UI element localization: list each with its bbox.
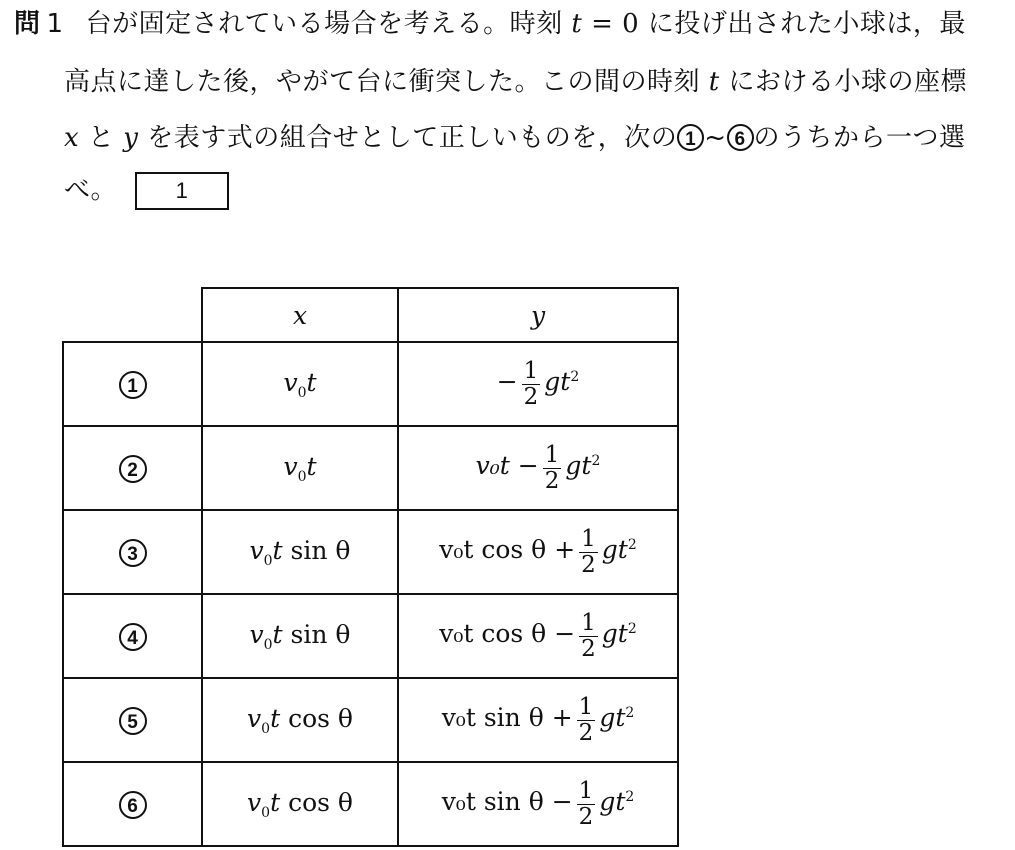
formula-op: − [554, 619, 576, 649]
formula-exponent: 2 [625, 705, 635, 722]
choice-cell [63, 426, 202, 510]
question-line-2 [64, 62, 967, 102]
fraction-numerator: 1 [581, 610, 596, 637]
formula-v: v [249, 619, 264, 649]
formula-sub: 0 [297, 468, 307, 485]
equation-t0: = 0 [591, 9, 640, 39]
formula-exponent: 2 [625, 789, 635, 806]
choice-cell [63, 762, 202, 846]
question-line-1 [14, 4, 966, 44]
formula-trig: sin θ [290, 535, 351, 565]
question-text-2a: 高点に達した後，やがて台に衝突した。この間の時刻 [64, 67, 701, 97]
formula-t: t [306, 451, 317, 481]
formula-sub: 0 [261, 804, 271, 821]
question-text-1a: 台が固定されている場合を考える。時刻 [85, 9, 563, 39]
formula-prefix: v₀t sin θ [441, 787, 544, 817]
fraction [522, 359, 541, 408]
fraction-denominator: 2 [523, 383, 539, 410]
formula-t: t [272, 535, 283, 565]
circled-number-icon: 6 [119, 791, 147, 819]
table-row [63, 342, 678, 426]
header-blank [63, 288, 202, 342]
formula-op: − [517, 451, 539, 481]
question-text-and: と [87, 123, 115, 153]
fraction [577, 779, 596, 828]
formula-t: t [270, 703, 281, 733]
y-cell [398, 510, 678, 594]
var-x: x [64, 123, 80, 153]
choice-cell [63, 594, 202, 678]
tilde: ~ [704, 123, 727, 153]
fraction [579, 611, 598, 660]
circled-number-icon: 6 [727, 124, 754, 151]
formula-prefix: v₀t [475, 451, 510, 481]
formula-exponent: 2 [570, 369, 580, 386]
formula-exponent: 2 [591, 453, 601, 470]
table-header-row [63, 288, 678, 342]
formula-exponent: 2 [627, 621, 637, 638]
y-cell [398, 762, 678, 846]
formula-sub: 0 [261, 720, 271, 737]
fraction-numerator: 1 [523, 358, 539, 385]
fraction-numerator: 1 [578, 778, 594, 805]
header-x: x [202, 288, 398, 342]
fraction-denominator: 2 [544, 467, 560, 494]
formula-trig: sin θ [290, 619, 351, 649]
formula-v: v [283, 451, 298, 481]
x-cell [202, 594, 398, 678]
formula-v: v [249, 535, 264, 565]
y-cell [398, 594, 678, 678]
formula-trig: cos θ [288, 787, 353, 817]
table-row [63, 594, 678, 678]
fraction-numerator: 1 [581, 526, 596, 553]
question-label: 問 [14, 9, 41, 39]
formula-v: v [283, 367, 298, 397]
var-y: y [123, 123, 139, 153]
fraction-numerator: 1 [544, 442, 560, 469]
y-cell [398, 426, 678, 510]
formula-gt: gt [544, 367, 571, 397]
fraction [579, 527, 598, 576]
question-line-4 [64, 170, 229, 210]
fraction [543, 443, 562, 492]
question-text-3a: を表す式の組合せとして正しいものを，次の [147, 123, 678, 153]
circled-number-icon: 2 [119, 455, 147, 483]
formula-gt: gt [599, 787, 626, 817]
formula-gt: gt [601, 619, 628, 649]
x-cell [202, 510, 398, 594]
formula-sub: 0 [263, 552, 273, 569]
y-cell [398, 342, 678, 426]
formula-t: t [306, 367, 317, 397]
question-text-3b: のうちから一つ選 [753, 123, 966, 153]
answer-box[interactable]: 1 [135, 172, 229, 210]
formula-v: v [247, 703, 262, 733]
fraction-numerator: 1 [578, 694, 594, 721]
fraction-denominator: 2 [581, 551, 596, 578]
question-text-1b: に投げ出された小球は，最 [647, 9, 966, 39]
table-row [63, 426, 678, 510]
x-cell [202, 426, 398, 510]
circled-number-icon: 5 [119, 707, 147, 735]
fraction [577, 695, 596, 744]
fraction-denominator: 2 [578, 803, 594, 830]
table-row [63, 678, 678, 762]
formula-gt: gt [601, 535, 628, 565]
question-line-3 [64, 118, 966, 158]
table-row [63, 510, 678, 594]
fraction-denominator: 2 [578, 719, 594, 746]
formula-trig: cos θ [288, 703, 353, 733]
formula-sub: 0 [297, 384, 307, 401]
formula-op: + [551, 703, 573, 733]
x-cell [202, 762, 398, 846]
formula-op: + [554, 535, 576, 565]
formula-gt: gt [599, 703, 626, 733]
choices-table [62, 287, 679, 847]
formula-op: − [496, 367, 518, 397]
formula-prefix: v₀t cos θ [439, 619, 547, 649]
circled-number-icon: 4 [119, 623, 147, 651]
question-number: 1 [46, 9, 64, 39]
var-t: t [708, 67, 720, 97]
x-cell [202, 678, 398, 762]
formula-prefix: v₀t cos θ [439, 535, 547, 565]
circled-number-icon: 1 [677, 124, 704, 151]
formula-exponent: 2 [627, 537, 637, 554]
choice-cell [63, 678, 202, 762]
choice-cell [63, 342, 202, 426]
formula-t: t [270, 787, 281, 817]
x-cell [202, 342, 398, 426]
question-text-2b: における小球の座標 [728, 67, 968, 97]
formula-prefix: v₀t sin θ [441, 703, 544, 733]
var-t: t [571, 9, 583, 39]
formula-sub: 0 [263, 636, 273, 653]
formula-gt: gt [565, 451, 592, 481]
formula-op: − [551, 787, 573, 817]
y-cell [398, 678, 678, 762]
circled-number-icon: 1 [119, 371, 147, 399]
table-row [63, 762, 678, 846]
choice-cell [63, 510, 202, 594]
header-y: y [398, 288, 678, 342]
question-text-4a: べ。 [64, 175, 118, 205]
formula-v: v [247, 787, 262, 817]
fraction-denominator: 2 [581, 635, 596, 662]
circled-number-icon: 3 [119, 539, 147, 567]
formula-t: t [272, 619, 283, 649]
